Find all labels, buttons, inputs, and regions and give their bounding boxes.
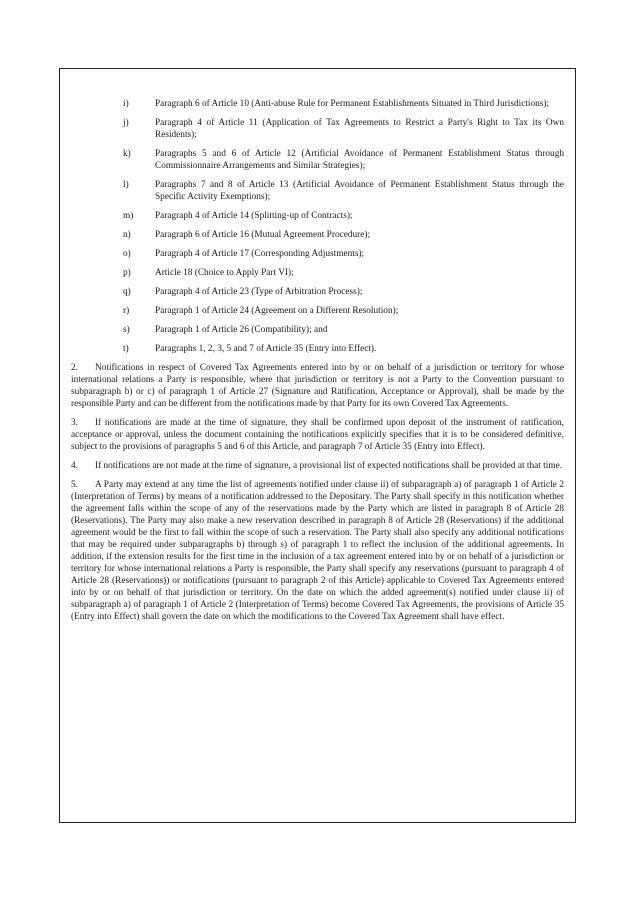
list-item: [71, 324, 564, 336]
list-item-text: Paragraph 4 of Article 14 (Splitting-up of Contracts);: [155, 211, 353, 221]
list-item: [71, 179, 564, 203]
list-item: [71, 210, 564, 222]
paragraph-5: [71, 479, 564, 623]
paragraph-4: [71, 460, 564, 472]
paragraph-number: 2.: [71, 363, 78, 373]
list-item-label: o): [123, 249, 131, 259]
list-item-label: q): [123, 287, 131, 297]
list-item-text: Paragraphs 7 and 8 of Article 13 (Artificial Avoidance of Permanent Establishment Status through the Specific Activity Exemptions);: [155, 180, 564, 202]
list-item-label: i): [123, 99, 129, 109]
list-item-text: Paragraph 6 of Article 16 (Mutual Agreement Procedure);: [155, 230, 371, 240]
list-item: [71, 117, 564, 141]
list-item: [71, 248, 564, 260]
document-page-frame: [59, 68, 576, 823]
list-item-text: Paragraph 1 of Article 26 (Compatibility); and: [155, 325, 328, 335]
list-item: [71, 98, 564, 110]
paragraph-text: If notifications are not made at the time of signature, a provisional list of expected notifications shall be provided at that time.: [95, 461, 563, 471]
list-item-label: r): [123, 306, 130, 316]
list-item: [71, 229, 564, 241]
list-item: [71, 305, 564, 317]
paragraph-text: A Party may extend at any time the list of agreements notified under clause ii) of subparagraph a) of paragraph 1 of Article 2 (Interpretation of Terms) by means of a notification addressed to the Depositary. The Party shall specify in this notification whether the agreement falls within the scope of any of the reservations made by the Party which are listed in paragraph 8 of Article 28 (Reservations). The Party may also make a new reservation described in paragraph 8 of Article 28 (Reservations) if the additional agreement would be the first to fall within the scope of such a reservation. The Party shall also specify any additional notifications that may be required under subparagraphs b) through s) of paragraph 1 to reflect the inclusion of the additional agreements. In addition, if the extension results for the first time in the inclusion of a tax agreement entered into by or on behalf of a jurisdiction or territory for whose international relations a Party is responsible, the Party shall specify any reservations (pursuant to paragraph 4 of Article 28 (Reservations)) or notifications (pursuant to paragraph 2 of this Article) applicable to Covered Tax Agreements entered into by or on behalf of that jurisdiction or territory. On the date on which the added agreement(s) notified under clause ii) of subparagraph a) of paragraph 1 of Article 2 (Interpretation of Terms) become Covered Tax Agreements, the provisions of Article 35 (Entry into Effect) shall govern the date on which the modifications to the Covered Tax Agreement shall have effect.: [71, 480, 564, 622]
list-item-label: n): [123, 230, 131, 240]
paragraph-text: If notifications are made at the time of signature, they shall be confirmed upon deposit of the instrument of ratification, acceptance or approval, unless the document containing the notifications explicitly specifies that it is to be considered definitive, subject to the provisions of paragraphs 5 and 6 of this Article, and paragraph 7 of Article 35 (Entry into Effect).: [71, 418, 564, 452]
article-list: [71, 98, 564, 355]
list-item: [71, 148, 564, 172]
paragraph-number: 4.: [71, 461, 78, 471]
list-item: [71, 286, 564, 298]
page-speck-mark: [316, 884, 320, 888]
list-item: [71, 267, 564, 279]
document-body: [71, 98, 564, 630]
list-item-text: Paragraphs 5 and 6 of Article 12 (Artificial Avoidance of Permanent Establishment Status through Commissionnaire Arrangements and Similar Strategies);: [155, 149, 564, 171]
list-item-text: Paragraphs 1, 2, 3, 5 and 7 of Article 35 (Entry into Effect).: [155, 344, 377, 354]
list-item-label: s): [123, 325, 130, 335]
list-item-text: Paragraph 4 of Article 11 (Application of Tax Agreements to Restrict a Party's Right to Tax its Own Residents);: [155, 118, 564, 140]
paragraph-2: [71, 362, 564, 410]
list-item-label: k): [123, 149, 131, 159]
list-item-text: Paragraph 4 of Article 17 (Corresponding Adjustments);: [155, 249, 365, 259]
list-item-text: Paragraph 1 of Article 24 (Agreement on a Different Resolution);: [155, 306, 399, 316]
paragraph-number: 3.: [71, 418, 78, 428]
list-item-text: Paragraph 6 of Article 10 (Anti-abuse Rule for Permanent Establishments Situated in Third Jurisdictions);: [155, 99, 550, 109]
list-item-label: l): [123, 180, 129, 190]
paragraph-text: Notifications in respect of Covered Tax Agreements entered into by or on behalf of a jurisdiction or territory for whose international relations a Party is responsible, where that jurisdiction or territory is not a Party to the Convention pursuant to subparagraph b) or c) of paragraph 1 of Article 27 (Signature and Ratification, Acceptance or Approval), shall be made by the responsible Party and can be different from the notifications made by that Party for its own Covered Tax Agreements.: [71, 363, 564, 409]
list-item-label: p): [123, 268, 131, 278]
list-item-label: j): [123, 118, 129, 128]
list-item-text: Article 18 (Choice to Apply Part VI);: [155, 268, 294, 278]
list-item-label: m): [123, 211, 134, 221]
list-item-label: t): [123, 344, 129, 354]
paragraph-number: 5.: [71, 480, 78, 490]
paragraph-3: [71, 417, 564, 453]
list-item-text: Paragraph 4 of Article 23 (Type of Arbitration Process);: [155, 287, 363, 297]
list-item: [71, 343, 564, 355]
